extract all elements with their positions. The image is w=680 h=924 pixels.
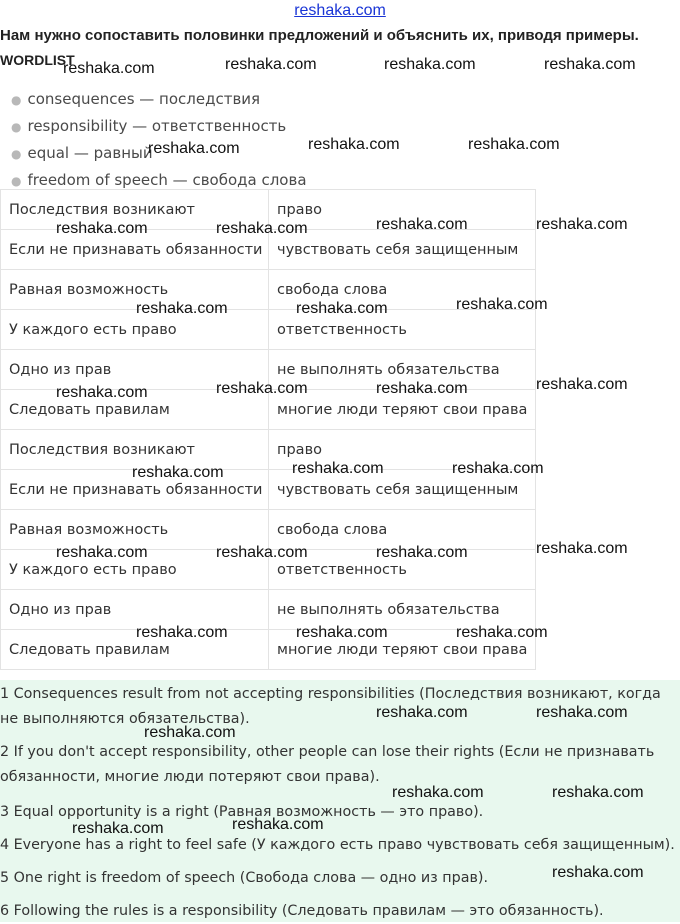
wordlist-item-text: consequences — последствия bbox=[27, 90, 261, 108]
answer-item: 6 Following the rules is a responsibility (Следовать правилам — это обязанность). bbox=[0, 903, 604, 919]
table-cell-left: Одно из прав bbox=[1, 350, 269, 390]
watermark-text: reshaka.com bbox=[456, 624, 548, 641]
watermark-text: reshaka.com bbox=[536, 704, 628, 721]
watermark-text: reshaka.com bbox=[296, 300, 388, 317]
site-logo-link[interactable]: reshaka.com bbox=[294, 2, 386, 19]
watermark-text: reshaka.com bbox=[144, 724, 236, 741]
watermark-text: reshaka.com bbox=[216, 220, 308, 237]
watermark-text: reshaka.com bbox=[216, 380, 308, 397]
table-cell-left: Последствия возникают bbox=[1, 430, 269, 470]
table-cell-left: Одно из прав bbox=[1, 590, 269, 630]
watermark-text: reshaka.com bbox=[468, 136, 560, 153]
table-cell-right: свобода слова bbox=[269, 510, 536, 550]
table-cell-left: Следовать правилам bbox=[1, 390, 269, 430]
watermark-text: reshaka.com bbox=[536, 376, 628, 393]
table-cell-right: ответственность bbox=[269, 310, 536, 350]
wordlist-heading: WORDLIST bbox=[0, 52, 75, 68]
watermark-text: reshaka.com bbox=[56, 544, 148, 561]
bullet-icon: ● bbox=[11, 174, 22, 188]
watermark-text: reshaka.com bbox=[452, 460, 544, 477]
watermark-text: reshaka.com bbox=[544, 56, 636, 73]
watermark-text: reshaka.com bbox=[63, 60, 155, 77]
table-cell-left: Если не признавать обязанности bbox=[1, 470, 269, 510]
wordlist-item-text: responsibility — ответственность bbox=[27, 117, 287, 135]
watermark-text: reshaka.com bbox=[376, 704, 468, 721]
watermark-text: reshaka.com bbox=[536, 540, 628, 557]
wordlist-item-text: equal — равный bbox=[27, 144, 153, 162]
table-cell-right: чувствовать себя защищенным bbox=[269, 230, 536, 270]
watermark-text: reshaka.com bbox=[72, 820, 164, 837]
table-cell-right: ответственность bbox=[269, 550, 536, 590]
watermark-text: reshaka.com bbox=[136, 624, 228, 641]
answer-item: 5 One right is freedom of speech (Свобода слова — одно из прав). bbox=[0, 870, 489, 886]
table-cell-right: чувствовать себя защищенным bbox=[269, 470, 536, 510]
table-cell-left: Последствия возникают bbox=[1, 190, 269, 230]
watermark-text: reshaka.com bbox=[216, 544, 308, 561]
table-row bbox=[1, 310, 536, 350]
wordlist-item-text: freedom of speech — свобода слова bbox=[27, 171, 307, 189]
table-cell-left: У каждого есть право bbox=[1, 550, 269, 590]
table-cell-right: право bbox=[269, 430, 536, 470]
watermark-text: reshaka.com bbox=[552, 864, 644, 881]
watermark-text: reshaka.com bbox=[56, 384, 148, 401]
table-cell-right: свобода слова bbox=[269, 270, 536, 310]
watermark-text: reshaka.com bbox=[296, 624, 388, 641]
watermark-text: reshaka.com bbox=[552, 784, 644, 801]
answer-item: 4 Everyone has a right to feel safe (У каждого есть право чувствовать себя защищенным). bbox=[0, 837, 675, 853]
watermark-text: reshaka.com bbox=[225, 56, 317, 73]
watermark-text: reshaka.com bbox=[536, 216, 628, 233]
watermark-text: reshaka.com bbox=[132, 464, 224, 481]
watermark-text: reshaka.com bbox=[232, 816, 324, 833]
table-cell-left: У каждого есть право bbox=[1, 310, 269, 350]
table-cell-left: Равная возможность bbox=[1, 510, 269, 550]
answer-item: 1 Consequences result from not accepting responsibilities (Последствия возникают, когда не выполняются обязательства). bbox=[0, 686, 661, 727]
watermark-text: reshaka.com bbox=[376, 544, 468, 561]
matching-table bbox=[0, 189, 536, 670]
task-title: Нам нужно сопоставить половинки предложений и объяснить их, приводя примеры. bbox=[0, 27, 639, 44]
watermark-text: reshaka.com bbox=[292, 460, 384, 477]
watermark-text: reshaka.com bbox=[308, 136, 400, 153]
table-cell-right: многие люди теряют свои права bbox=[269, 390, 536, 430]
bullet-icon: ● bbox=[11, 93, 22, 107]
watermark-text: reshaka.com bbox=[392, 784, 484, 801]
wordlist-item bbox=[11, 114, 307, 141]
wordlist-item bbox=[11, 87, 307, 114]
table-cell-right: не выполнять обязательства bbox=[269, 590, 536, 630]
answer-item: 2 If you don't accept responsibility, other people can lose their rights (Если не признавать обязанности, многие люди потеряют свои права). bbox=[0, 744, 655, 785]
watermark-text: reshaka.com bbox=[148, 140, 240, 157]
watermark-text: reshaka.com bbox=[136, 300, 228, 317]
table-cell-left: Следовать правилам bbox=[1, 630, 269, 670]
watermark-text: reshaka.com bbox=[56, 220, 148, 237]
bullet-icon: ● bbox=[11, 147, 22, 161]
bullet-icon: ● bbox=[11, 120, 22, 134]
watermark-text: reshaka.com bbox=[384, 56, 476, 73]
answer-item: 3 Equal opportunity is a right (Равная возможность — это право). bbox=[0, 804, 484, 820]
table-cell-right: право bbox=[269, 190, 536, 230]
watermark-text: reshaka.com bbox=[456, 296, 548, 313]
watermark-text: reshaka.com bbox=[376, 380, 468, 397]
table-cell-right: не выполнять обязательства bbox=[269, 350, 536, 390]
watermark-text: reshaka.com bbox=[376, 216, 468, 233]
table-cell-left: Равная возможность bbox=[1, 270, 269, 310]
table-cell-right: многие люди теряют свои права bbox=[269, 630, 536, 670]
table-cell-left: Если не признавать обязанности bbox=[1, 230, 269, 270]
